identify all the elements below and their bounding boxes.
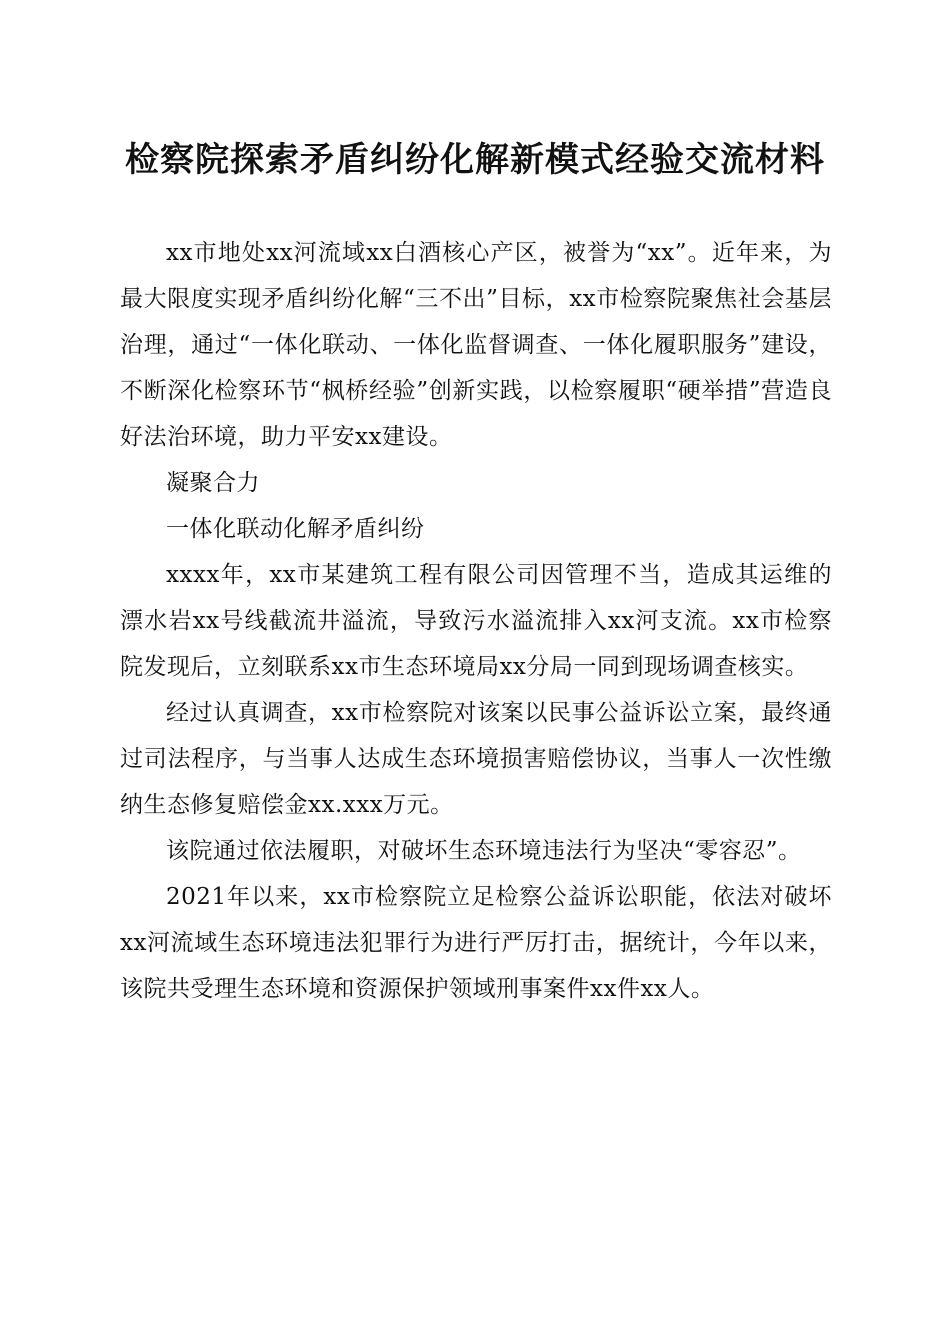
paragraph-intro: xx市地处xx河流域xx白酒核心产区，被誉为“xx”。近年来，为最大限度实现矛盾纠纷化解“三不出”目标，xx市检察院聚焦社会基层治理，通过“一体化联动、一体化监督调查、一体化履职服务”建设，不断深化检察环节“枫桥经验”创新实践，以检察履职“硬举措”营造良好法治环境，助力平安xx建设。 bbox=[120, 240, 832, 450]
document-body bbox=[120, 230, 832, 1012]
section-heading: 凝聚合力 bbox=[166, 470, 260, 496]
paragraph-case: xxxx年，xx市某建筑工程有限公司因管理不当，造成其运维的漂水岩xx号线截流井溢流，导致污水溢流排入xx河支流。xx市检察院发现后，立刻联系xx市生态环境局xx分局一同到现场调查核实。 bbox=[120, 562, 832, 680]
section-subheading: 一体化联动化解矛盾纠纷 bbox=[166, 516, 425, 542]
paragraph-investigation: 经过认真调查，xx市检察院对该案以民事公益诉讼立案，最终通过司法程序，与当事人达成生态环境损害赔偿协议，当事人一次性缴纳生态修复赔偿金xx.xxx万元。 bbox=[120, 700, 832, 818]
paragraph-zero-tolerance: 该院通过依法履职，对破坏生态环境违法行为坚决“零容忍”。 bbox=[166, 838, 802, 864]
paragraph-statistics: 2021年以来，xx市检察院立足检察公益诉讼职能，依法对破坏xx河流域生态环境违法犯罪行为进行严厉打击，据统计，今年以来，该院共受理生态环境和资源保护领域刑事案件xx件xx人。 bbox=[120, 884, 832, 1002]
document-title: 检察院探索矛盾纠纷化解新模式经验交流材料 bbox=[125, 140, 825, 180]
